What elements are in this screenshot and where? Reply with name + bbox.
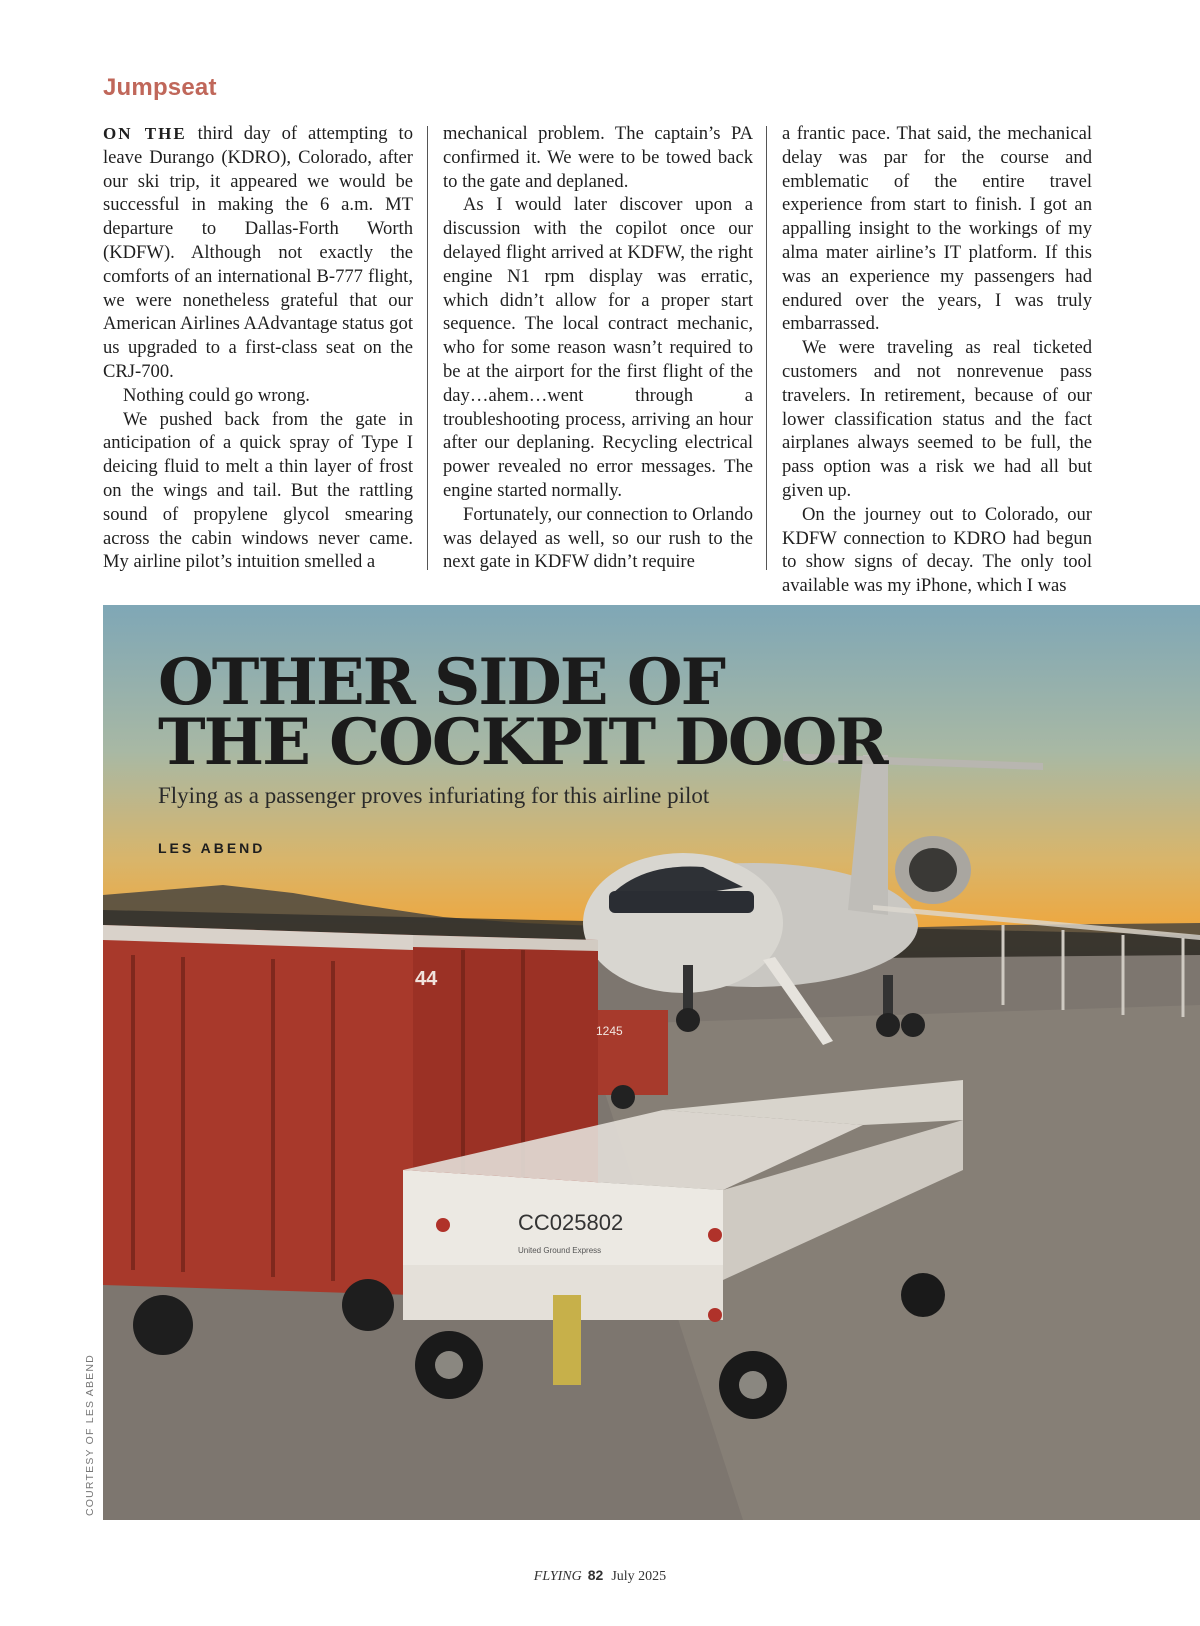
paragraph: As I would later discover upon a discussion with the copilot once our delayed flight arrived at KDFW, the right engine N1 rpm display was erratic, which didn’t allow for a proper start sequence. The local contract mechanic, who for some reason wasn’t required to be at the airport for the first flight of the day…ahem…went through a troubleshooting process, arriving an hour after our deplaning. Recycling electrical power revealed no error messages. The engine started normally. [443,194,753,501]
lead-in: ON THE [103,124,187,143]
column-divider [766,126,767,570]
tug-number-label: 1245 [596,1024,623,1038]
feature-headline: OTHER SIDE OF THE COCKPIT DOOR [158,645,887,780]
article-column-2 [443,122,753,574]
author-byline: LES ABEND [158,840,266,856]
paragraph: On the journey out to Colorado, our KDFW connection to KDRO had begun to show signs of decay. The only tool available was my iPhone, which I was [782,503,1092,597]
folio-page-number: 82 [587,1567,604,1583]
paragraph: third day of attempting to leave Durango (KDRO), Colorado, after our ski trip, it appeared we would be successful in making the 6 a.m. MT departure to Dallas-Forth Worth (KDFW). Although not exactly the comforts of an international B-777 flight, we were nonetheless grateful that our American Airlines AAdvantage status got us upgraded to a first-class seat on the CRJ-700. [103,123,413,382]
folio-magazine: FLYING [533,1569,582,1584]
paragraph: Nothing could go wrong. [123,384,310,406]
paragraph: mechanical problem. The captain’s PA confirmed it. We were to be towed back to the gate and deplaned. [443,123,753,192]
paragraph: Fortunately, our connection to Orlando was delayed as well, so our rush to the next gate in KDFW didn’t require [443,503,753,573]
cart-company-label: United Ground Express [518,1246,602,1255]
page-folio [0,1567,1200,1585]
feature-photo [103,605,1200,1520]
container-number-label: 44 [415,968,438,990]
feature-deck: Flying as a passenger proves infuriating for this airline pilot [158,783,710,808]
folio-date: July 2025 [611,1569,667,1584]
paragraph: a frantic pace. That said, the mechanical delay was par for the course and emblematic of the entire travel experience from start to finish. I got an appalling insight to the workings of my alma mater airline’s IT platform. If this was an experience my passengers had endured over the years, I was truly embarrassed. [782,123,1092,335]
paragraph: We were traveling as real ticketed customers and not nonrevenue pass travelers. In retirement, because of our lower classification status and the fact airplanes always seemed to be full, the pass option was a risk we had all but given up. [782,337,1092,501]
article-column-1 [103,122,413,574]
photo-credit: COURTESY OF LES ABEND [84,1354,96,1516]
column-divider [427,126,428,570]
cart-id-label: CC025802 [518,1210,624,1235]
paragraph: We pushed back from the gate in anticipation of a quick spray of Type I deicing fluid to melt a thin layer of frost on the wings and tail. But the rattling sound of propylene glycol smearing across the cabin windows never came. My airline pilot’s intuition smelled a [103,408,413,573]
article-column-3 [782,122,1092,598]
section-label: Jumpseat [103,74,217,101]
